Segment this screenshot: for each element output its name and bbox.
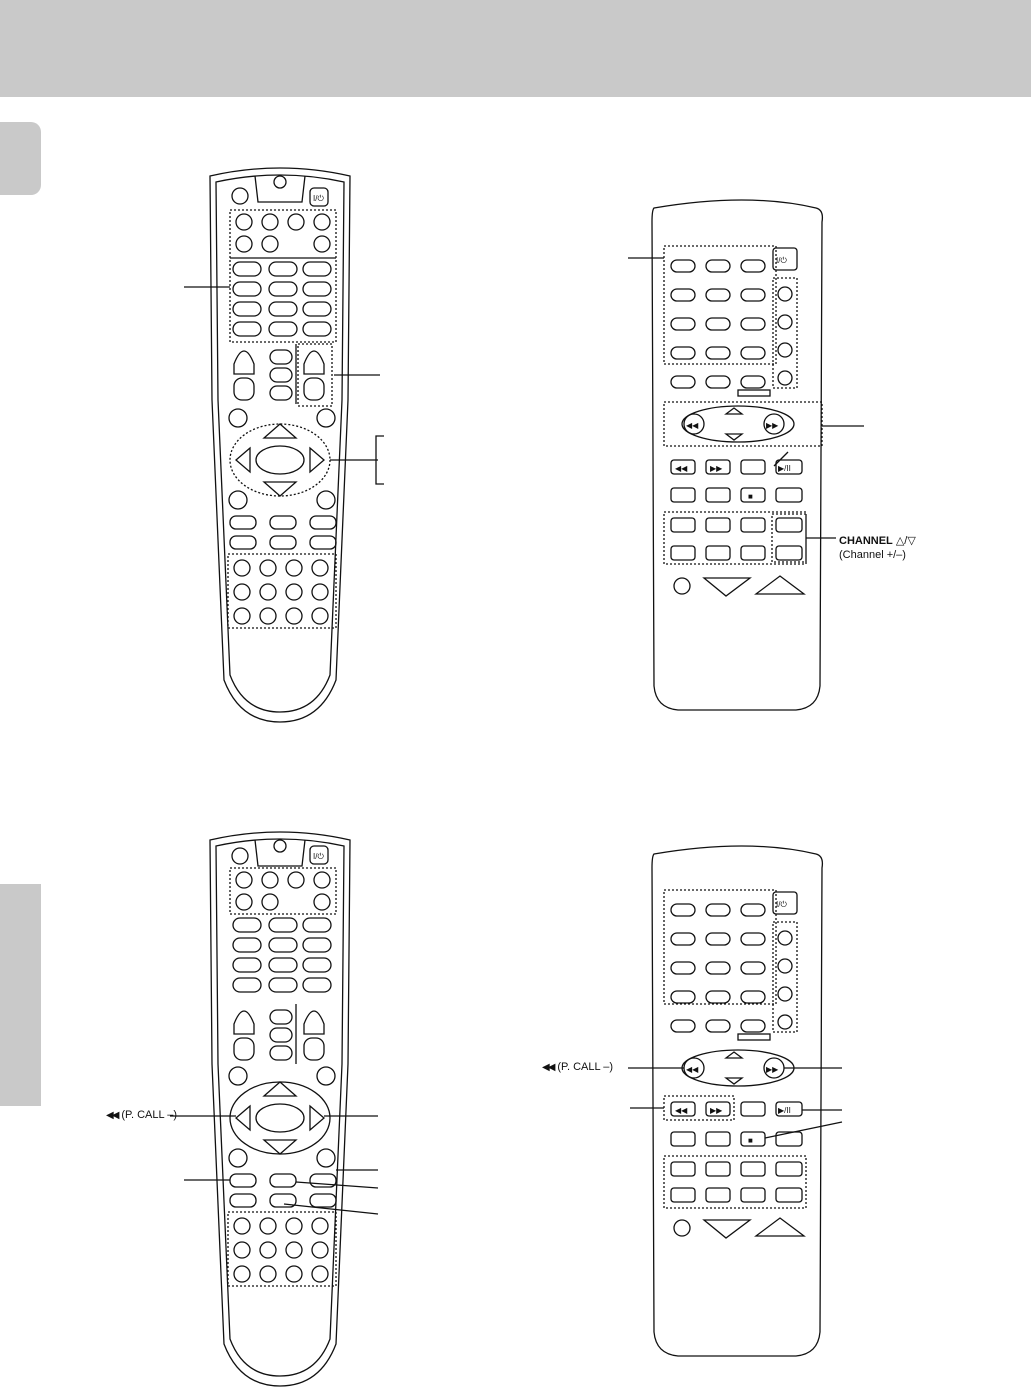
power-mark: I/⏻	[313, 194, 324, 203]
cursor-up[interactable]	[264, 424, 296, 438]
section-tab-top	[0, 122, 41, 195]
svg-text:▶▶: ▶▶	[710, 1106, 723, 1115]
pcall-callout-label-left	[106, 1109, 177, 1122]
bottom-key-group	[228, 554, 336, 628]
ff-mark: ▶▶	[710, 464, 723, 473]
channel-group	[298, 344, 332, 406]
channel-group	[772, 514, 806, 562]
cursor-right[interactable]	[310, 448, 324, 472]
svg-text:▶▶: ▶▶	[766, 421, 779, 430]
remote-body-outline	[652, 200, 822, 710]
enter-button[interactable]	[256, 446, 304, 474]
skip-back-icon: ◀◀	[106, 1110, 118, 1121]
indicator-led	[274, 176, 286, 188]
play-pause-mark: ▶/II	[778, 464, 791, 473]
header-band	[0, 0, 1031, 97]
cursor-down	[726, 434, 742, 440]
channel-label-name: CHANNEL	[839, 535, 893, 547]
cursor-down[interactable]	[264, 482, 296, 496]
rewind-mark: ◀◀	[675, 464, 688, 473]
cursor-up	[726, 408, 742, 414]
pcall-text: (P. CALL –)	[121, 1109, 178, 1121]
stop-mark: ■	[748, 492, 753, 501]
remote-b-top	[628, 196, 868, 716]
svg-text:◀◀: ◀◀	[686, 1065, 699, 1074]
remote-a-bottom	[200, 824, 360, 1390]
callout-line	[284, 1204, 378, 1214]
channel-callout-label	[839, 535, 916, 548]
ir-window	[255, 176, 305, 202]
pcall-text: (P. CALL –)	[557, 1061, 614, 1073]
power-mark: I/⏻	[776, 256, 787, 265]
cursor-group	[230, 424, 330, 496]
svg-text:■: ■	[748, 1136, 753, 1145]
channel-label-symbols: △/▽	[895, 535, 916, 547]
skip-back-icon: ◀◀	[542, 1062, 554, 1073]
numeric-group	[664, 246, 776, 364]
svg-text:◀◀: ◀◀	[686, 421, 699, 430]
svg-text:▶/II: ▶/II	[778, 1106, 791, 1115]
numeric-group	[230, 258, 336, 342]
svg-text:◀◀: ◀◀	[675, 1106, 688, 1115]
callout-line	[765, 1122, 842, 1138]
svg-text:I/⏻: I/⏻	[313, 852, 324, 861]
source-group	[230, 210, 336, 258]
channel-callout-sublabel: (Channel +/–)	[839, 549, 906, 561]
remote-body-outline	[210, 168, 350, 722]
cursor-left[interactable]	[236, 448, 250, 472]
remote-a-top	[200, 160, 360, 726]
svg-text:▶▶: ▶▶	[766, 1065, 779, 1074]
svg-text:I/⏻: I/⏻	[776, 900, 787, 909]
remote-b-bottom	[628, 842, 868, 1362]
section-tab-side	[0, 884, 41, 1106]
pcall-callout-label-right	[542, 1061, 613, 1074]
